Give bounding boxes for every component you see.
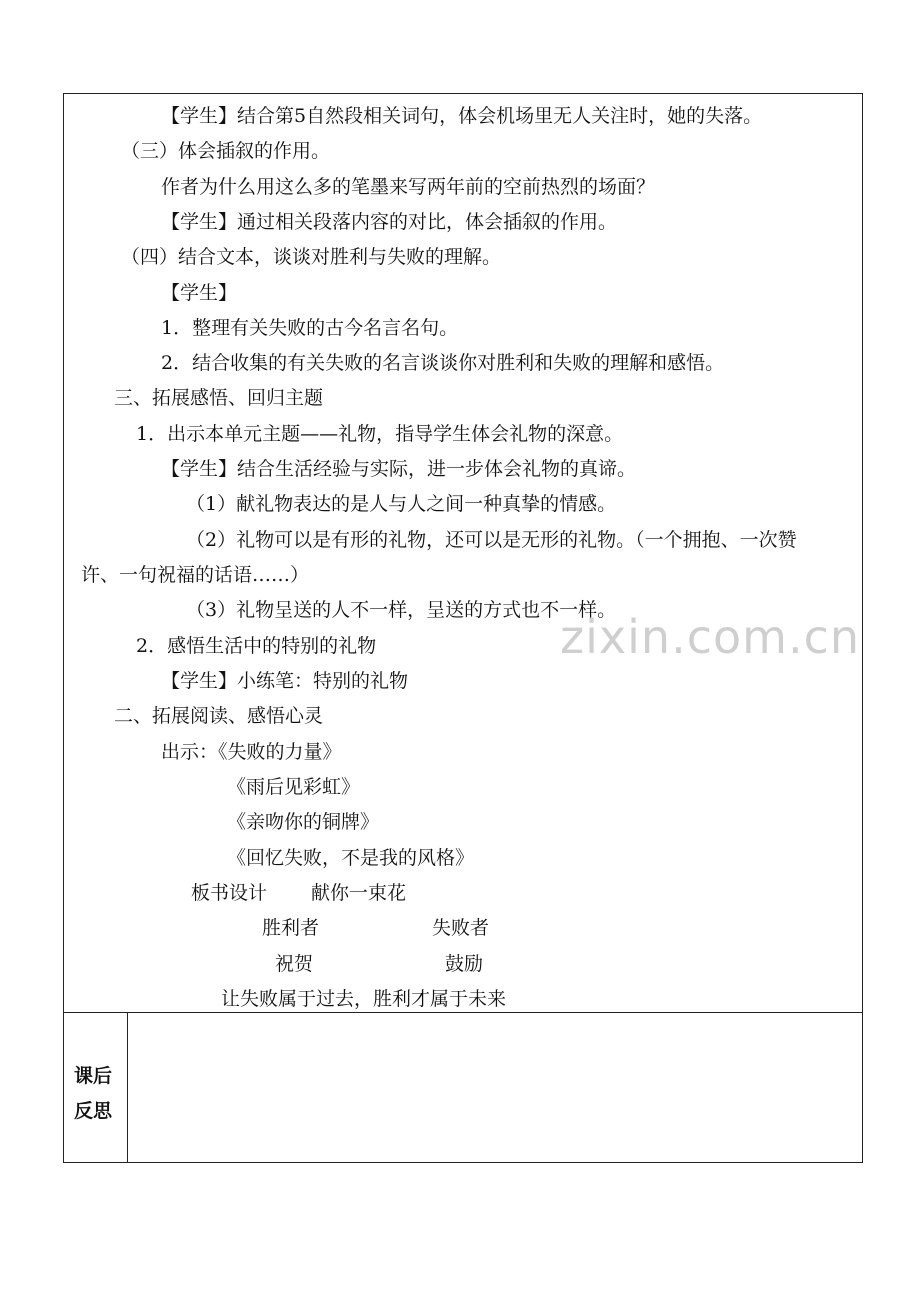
text-line: 《回忆失败，不是我的风格》 (227, 847, 475, 869)
text-line: 2．结合收集的有关失败的名言谈谈你对胜利和失败的理解和感悟。 (161, 352, 725, 374)
board-title: 献你一束花 (311, 882, 407, 904)
board-label: 板书设计 (191, 882, 268, 904)
text-line: 【学生】小练笔：特别的礼物 (161, 670, 409, 692)
watermark: zixin.com.cn (560, 610, 861, 664)
text-line: 作者为什么用这么多的笔墨来写两年前的空前热烈的场面？ (161, 176, 656, 198)
board-col2-value: 鼓励 (445, 953, 484, 975)
reflection-label-line2: 反思 (74, 1100, 113, 1122)
row-divider (64, 1012, 862, 1013)
board-col1-value: 祝贺 (275, 953, 314, 975)
board-col2-head: 失败者 (432, 917, 490, 939)
text-line: （三）体会插叙的作用。 (121, 140, 331, 162)
board-col1-head: 胜利者 (262, 917, 320, 939)
column-divider (127, 1012, 128, 1162)
text-line: 【学生】结合生活经验与实际，进一步体会礼物的真谛。 (161, 458, 637, 480)
text-line: 2．感悟生活中的特别的礼物 (136, 635, 377, 657)
text-line: （1）献礼物表达的是人与人之间一种真挚的情感。 (186, 493, 617, 515)
text-line: （四）结合文本，谈谈对胜利与失败的理解。 (121, 246, 502, 268)
text-line: 《雨后见彩虹》 (227, 776, 361, 798)
board-footer: 让失败属于过去，胜利才属于未来 (221, 988, 507, 1010)
text-line: 出示：《失败的力量》 (161, 741, 342, 763)
text-line: 《亲吻你的铜牌》 (227, 811, 380, 833)
reflection-label-line1: 课后 (74, 1065, 113, 1087)
text-line: （2）礼物可以是有形的礼物，还可以是无形的礼物。（一个拥抱、一次赞 (186, 529, 797, 551)
text-line: 1．整理有关失败的古今名言名句。 (161, 317, 459, 339)
text-line: 许、一句祝福的话语……） (81, 564, 310, 586)
text-line: 【学生】结合第5自然段相关词句，体会机场里无人关注时，她的失落。 (161, 105, 763, 127)
text-line: 【学生】 (161, 282, 238, 304)
section-heading: 二、拓展阅读、感悟心灵 (114, 705, 324, 727)
text-line: 1．出示本单元主题——礼物，指导学生体会礼物的深意。 (136, 423, 624, 445)
section-heading: 三、拓展感悟、回归主题 (114, 387, 324, 409)
text-line: 【学生】通过相关段落内容的对比，体会插叙的作用。 (161, 211, 618, 233)
text-line: （3）礼物呈送的人不一样，呈送的方式也不一样。 (186, 599, 617, 621)
